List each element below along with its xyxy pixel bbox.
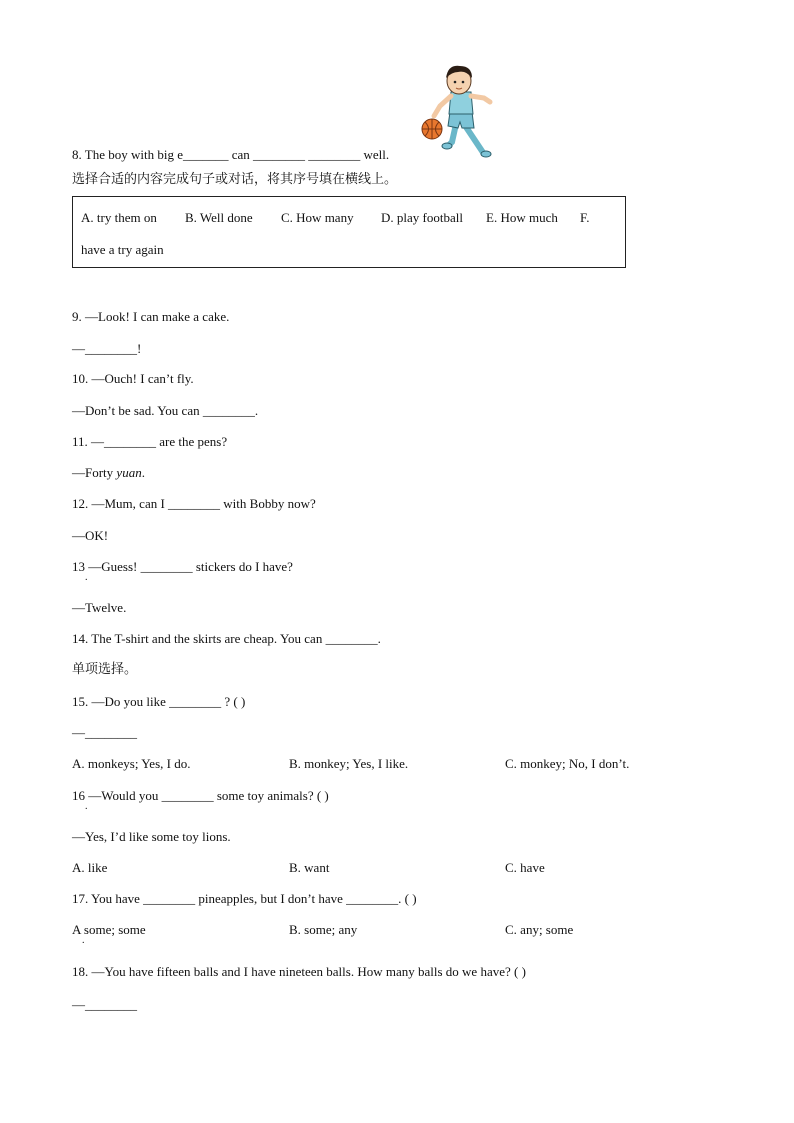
q15-option-b: B. monkey; Yes, I like.: [289, 756, 409, 771]
question-10-answer: —Don’t be sad. You can ________.: [72, 403, 259, 418]
answer-prefix: —Forty: [72, 465, 117, 480]
section-heading-fill-in: 选择合适的内容完成句子或对话，将其序号填在横线上。: [72, 172, 398, 187]
question-13-prompt: 13 —Guess! ________ stickers do I have?: [72, 559, 293, 574]
q17-option-b: B. some; any: [289, 922, 358, 937]
question-15-prompt: 15. —Do you like ________ ? ( ): [72, 694, 246, 709]
q16-option-a: A. like: [72, 860, 108, 875]
question-14-prompt: 14. The T-shirt and the skirts are cheap. You can ________.: [72, 631, 381, 646]
number-dot: .: [82, 935, 85, 946]
q16-option-c: C. have: [505, 860, 545, 875]
question-18-prompt: 18. —You have fifteen balls and I have nineteen balls. How many balls do we have? ( ): [72, 964, 526, 979]
q17-option-a: A some; some: [72, 922, 146, 937]
question-16-prompt: 16 —Would you ________ some toy animals? ( ): [72, 788, 329, 803]
word-option-b: B. Well done: [185, 210, 253, 225]
word-option-c: C. How many: [281, 210, 354, 225]
question-15-answer: —________: [72, 725, 137, 740]
q17-option-c: C. any; some: [505, 922, 574, 937]
q16-option-b: B. want: [289, 860, 330, 875]
word-option-e: E. How much: [486, 210, 558, 225]
word-bank-box: [72, 196, 626, 268]
word-option-d: D. play football: [381, 210, 463, 225]
number-dot: .: [85, 572, 88, 583]
boy-basketball-icon: [418, 62, 500, 160]
answer-suffix: .: [141, 465, 145, 480]
question-11-answer: [72, 465, 145, 481]
question-17-prompt: 17. You have ________ pineapples, but I don’t have ________. ( ): [72, 891, 417, 906]
question-11-prompt: 11. —________ are the pens?: [72, 434, 228, 449]
section-heading-multiple-choice: 单项选择。: [72, 662, 138, 677]
question-10-prompt: 10. —Ouch! I can’t fly.: [72, 371, 194, 386]
q15-option-c: C. monkey; No, I don’t.: [505, 756, 630, 771]
question-13-answer: —Twelve.: [72, 600, 127, 615]
q15-option-a: A. monkeys; Yes, I do.: [72, 756, 191, 771]
question-18-answer: —________: [72, 997, 137, 1012]
question-12-prompt: 12. —Mum, can I ________ with Bobby now?: [72, 496, 316, 511]
question-9-answer: —________!: [72, 341, 142, 356]
word-option-f-label: F.: [580, 210, 590, 225]
word-option-f-text: have a try again: [81, 242, 164, 257]
word-option-a: A. try them on: [81, 210, 157, 225]
question-16-answer: —Yes, I’d like some toy lions.: [72, 829, 231, 844]
question-12-answer: —OK!: [72, 528, 109, 543]
question-8: 8. The boy with big e_______ can ________ ________ well.: [72, 147, 390, 162]
currency-word: yuan: [116, 465, 142, 480]
number-dot: .: [85, 801, 88, 812]
question-9-prompt: 9. —Look! I can make a cake.: [72, 309, 230, 324]
